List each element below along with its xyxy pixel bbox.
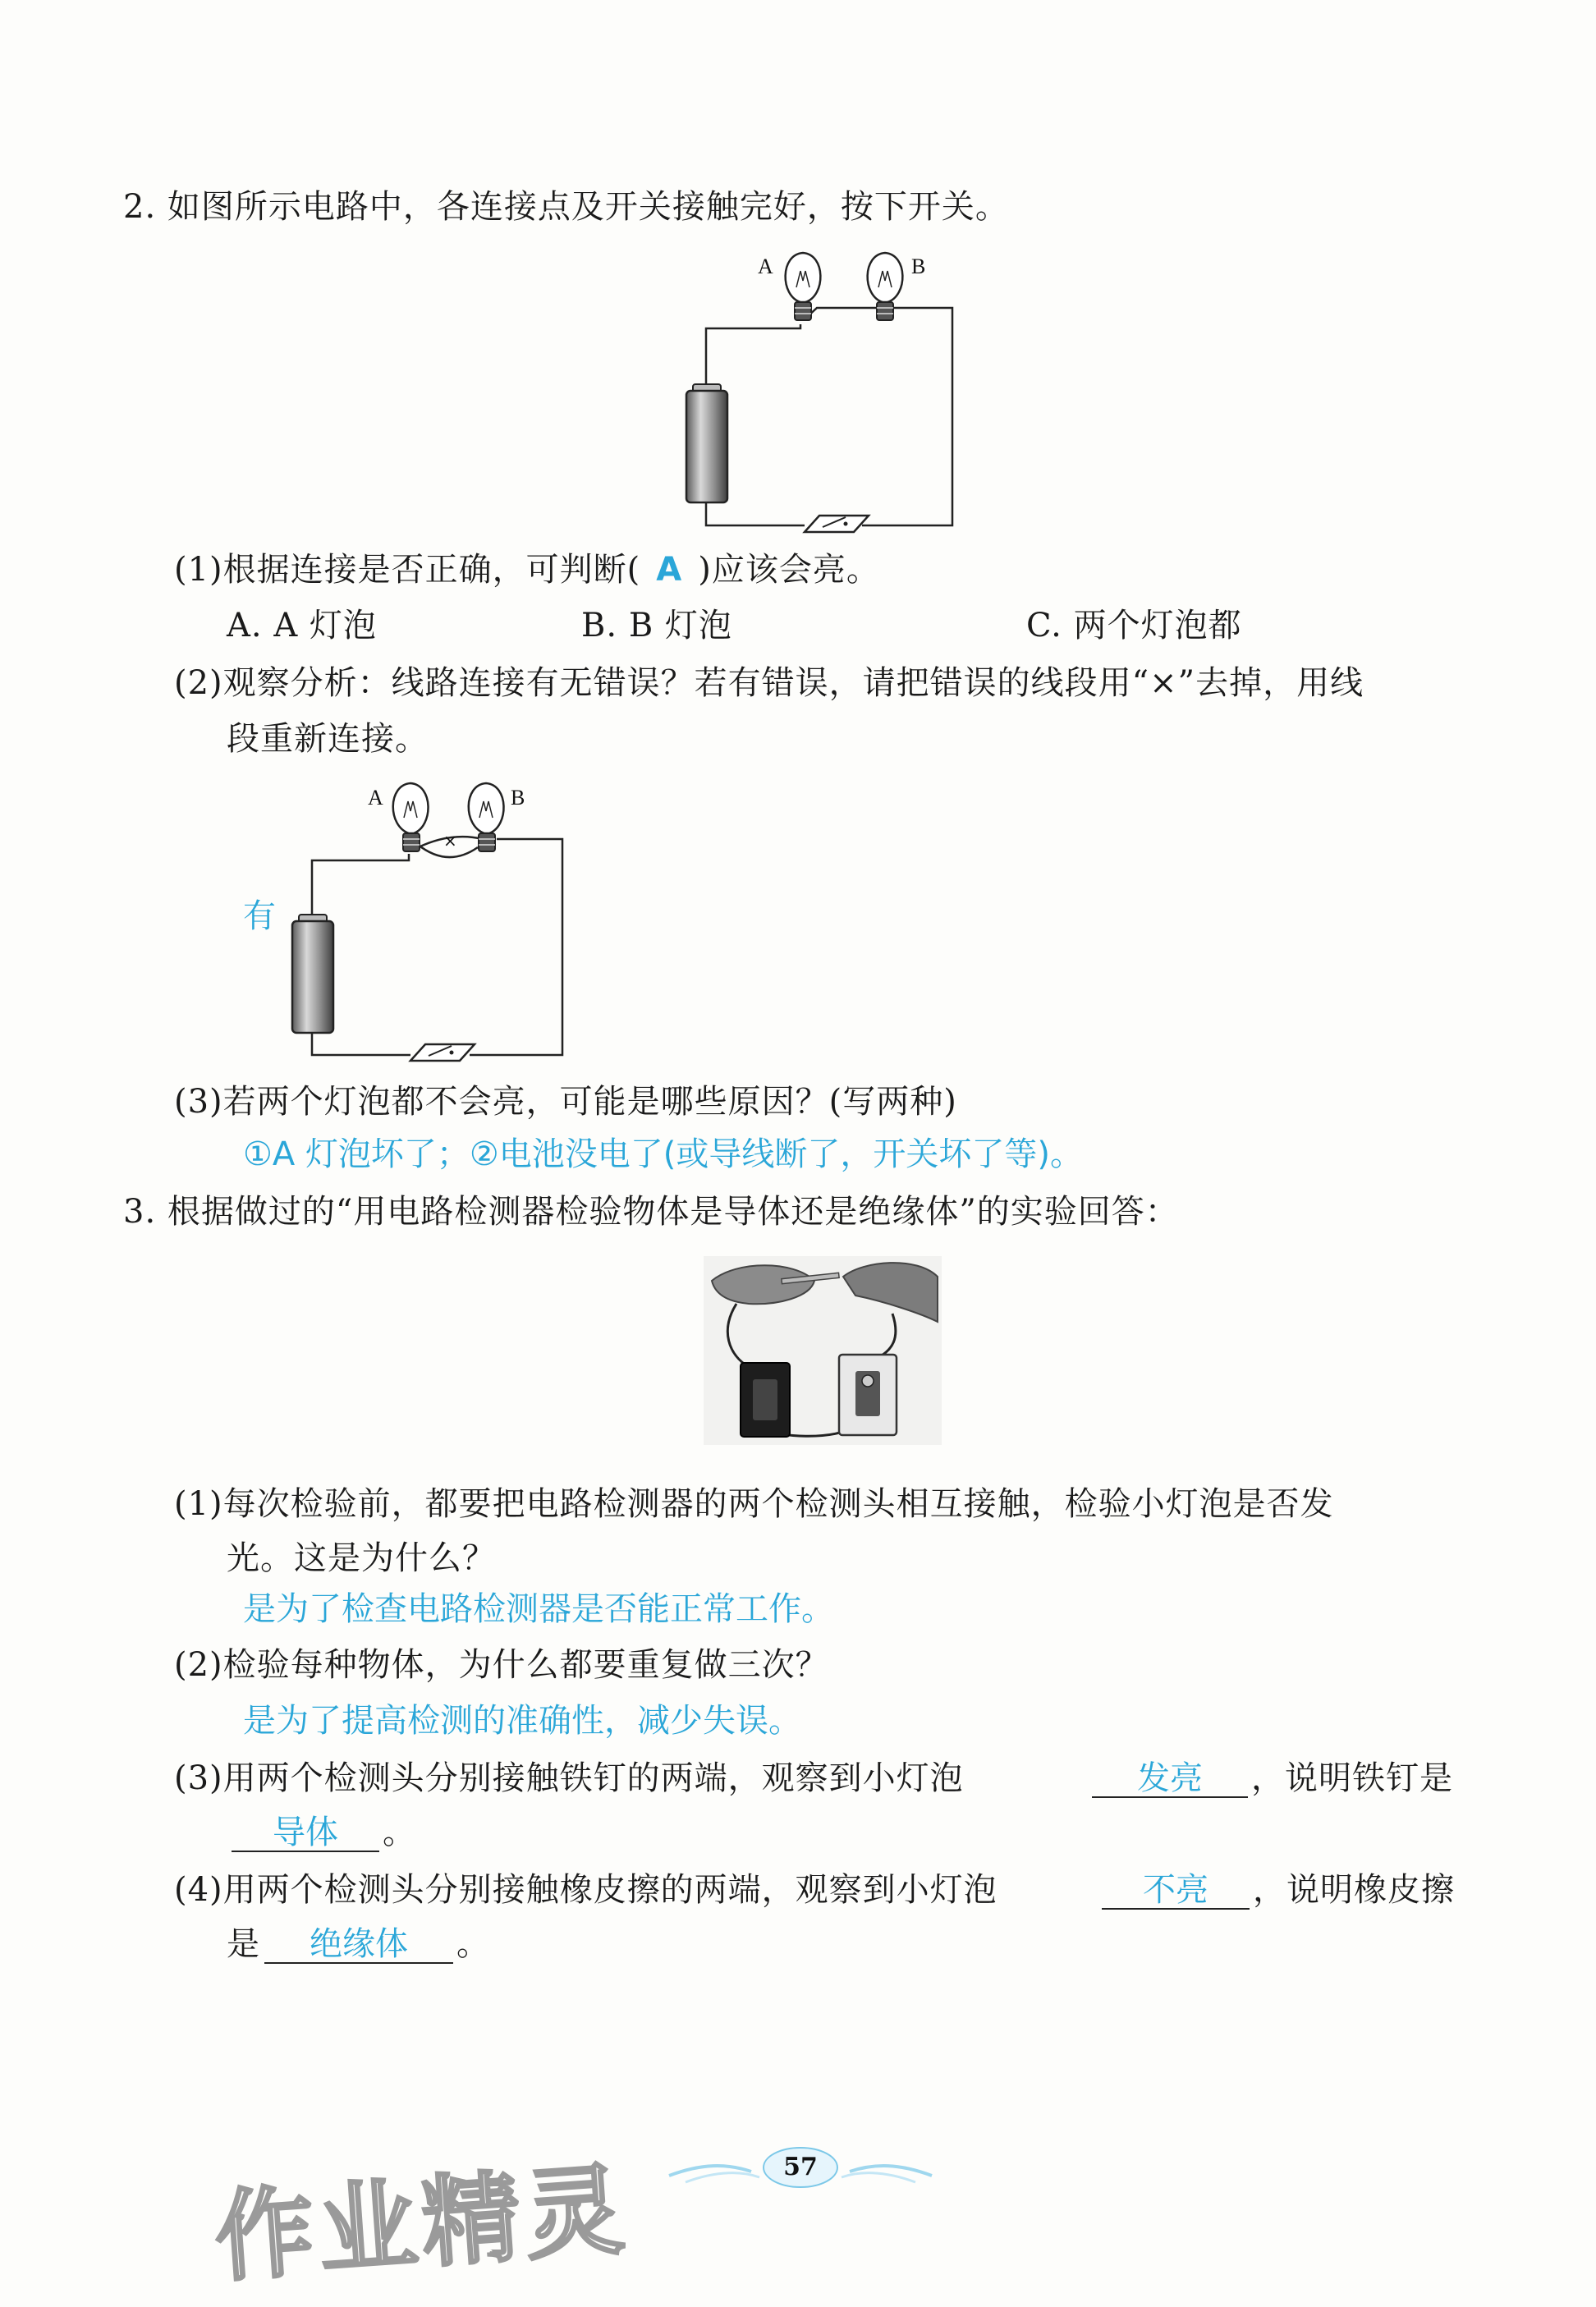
q2-p2-answer: 有 xyxy=(243,897,276,935)
bulb-a-label: A xyxy=(758,255,773,278)
circuit-diagram-1 xyxy=(673,238,1018,534)
q3-p4-blank-2: 绝缘体 xyxy=(264,1924,453,1964)
q2-p1-answer: A xyxy=(656,551,683,589)
bulb-b-label: B xyxy=(511,786,525,810)
q3-p4-text-before: (4)用两个检测头分别接触橡皮擦的两端，观察到小灯泡 xyxy=(174,1871,998,1909)
bulb-b-label: B xyxy=(911,255,926,278)
q3-p4-line2-before: 是 xyxy=(227,1925,260,1963)
q2-p3-question: (3)若两个灯泡都不会亮，可能是哪些原因？(写两种) xyxy=(174,1083,957,1121)
experiment-photo xyxy=(704,1256,942,1445)
bulb-b-icon xyxy=(868,253,903,320)
q3-p3-text-after: 。 xyxy=(383,1814,416,1851)
q2-p1-option-c: C. 两个灯泡都 xyxy=(1026,607,1242,644)
q3-p1-line1: (1)每次检验前，都要把电路检测器的两个检测头相互接触，检验小灯泡是否发 xyxy=(174,1485,1334,1523)
cross-mark: × xyxy=(443,831,457,851)
q3-p4-text-after: 。 xyxy=(456,1925,490,1963)
q3-p3-blank-1: 发亮 xyxy=(1092,1759,1248,1798)
bulb-a-label: A xyxy=(368,786,383,810)
q3-p1-line2: 光。这是为什么？ xyxy=(227,1539,496,1577)
q2-p1-option-a: A. A 灯泡 xyxy=(227,607,377,644)
page-number: 57 xyxy=(783,2153,818,2181)
q3-p4-blank-1: 不亮 xyxy=(1102,1870,1250,1910)
q2-p2-line1: (2)观察分析：线路连接有无错误？若有错误，请把错误的线段用“×”去掉，用线 xyxy=(174,664,1364,702)
q2-p2-line2: 段重新连接。 xyxy=(227,720,429,758)
q3-p2-question: (2)检验每种物体，为什么都要重复做三次？ xyxy=(174,1646,829,1684)
watermark: 作业精灵 xyxy=(211,2153,633,2296)
q2-p1-option-b: B. B 灯泡 xyxy=(581,607,732,644)
circuit-diagram-2 xyxy=(279,772,591,1051)
q3-p3-blank-2: 导体 xyxy=(232,1813,379,1852)
bulb-b-icon xyxy=(469,783,504,851)
q3-p3-text-mid: ，说明铁钉是 xyxy=(1251,1759,1453,1797)
q2-p1-question: (1)根据连接是否正确，可判断( A )应该会亮。 xyxy=(174,551,880,589)
q3-stem: 3. 根据做过的“用电路检测器检验物体是导体还是绝缘体”的实验回答： xyxy=(123,1193,1179,1231)
q2-p3-answer: ①A 灯泡坏了；②电池没电了(或导线断了，开关坏了等)。 xyxy=(243,1135,1084,1173)
q3-p3-text-before: (3)用两个检测头分别接触铁钉的两端，观察到小灯泡 xyxy=(174,1759,964,1797)
q3-p2-answer: 是为了提高检测的准确性，减少失误。 xyxy=(243,1702,801,1740)
bulb-a-icon xyxy=(393,783,429,851)
q3-p4-text-mid: ，说明橡皮擦 xyxy=(1253,1871,1455,1909)
q2-stem: 2. 如图所示电路中，各连接点及开关接触完好，按下开关。 xyxy=(123,188,1009,226)
q3-p1-answer: 是为了检查电路检测器是否能正常工作。 xyxy=(243,1590,834,1628)
